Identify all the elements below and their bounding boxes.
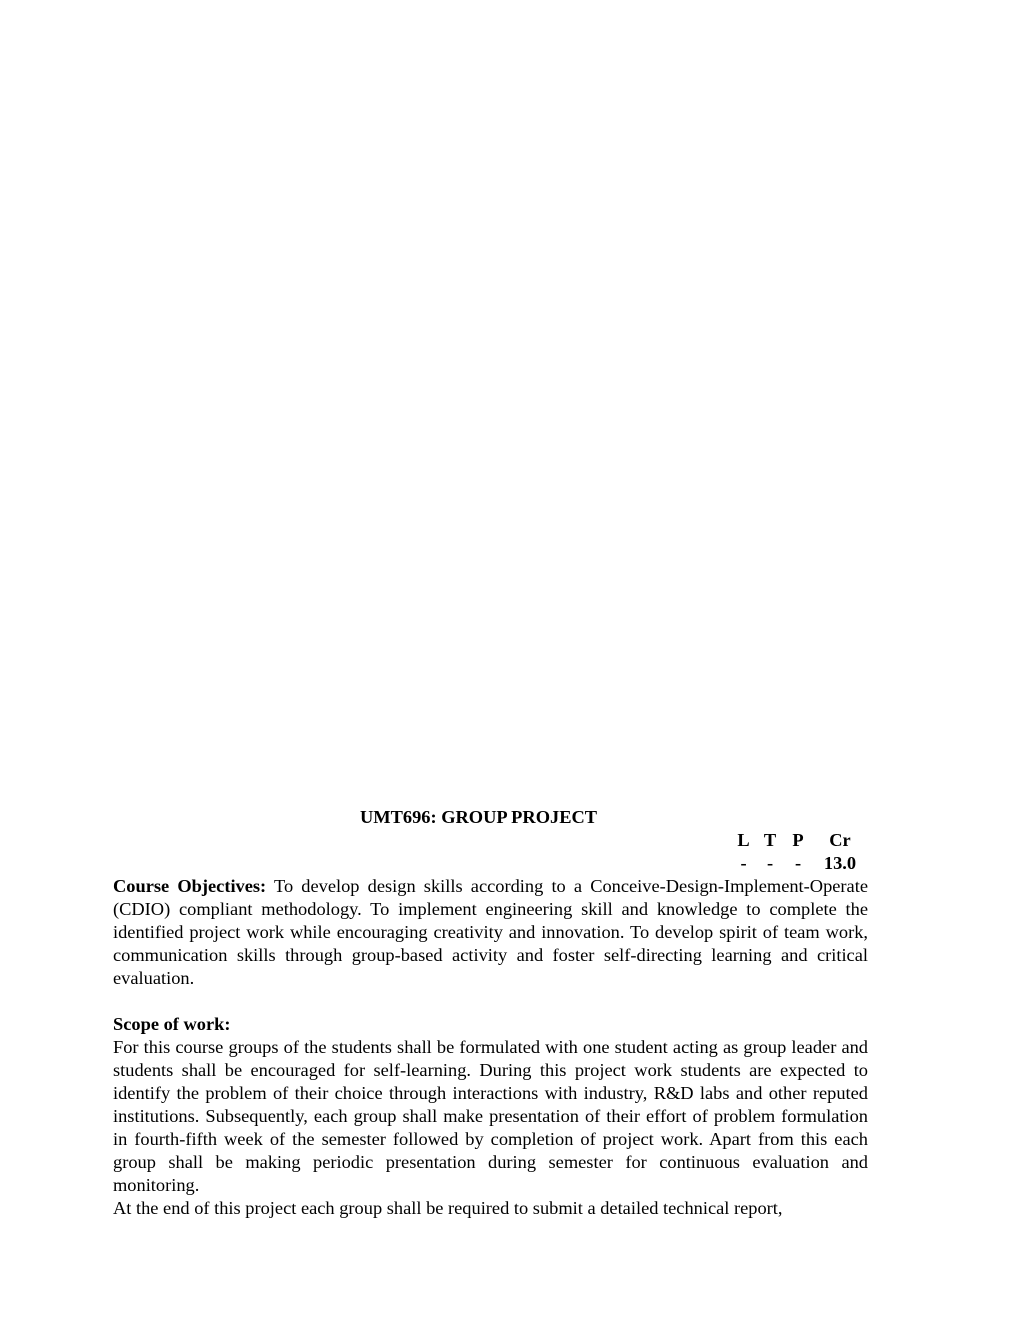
paragraph-spacer bbox=[113, 990, 868, 1013]
scope-heading: Scope of work: bbox=[113, 1014, 231, 1034]
ltp-value-l: - bbox=[740, 853, 747, 873]
scope-paragraph-2: At the end of this project each group shall be required to submit a detailed technical report, bbox=[113, 1198, 783, 1218]
ltp-header-t: T bbox=[763, 830, 777, 850]
course-objectives-paragraph bbox=[113, 875, 868, 990]
ltp-header-cr: Cr bbox=[829, 830, 851, 850]
scope-paragraph-1: For this course groups of the students shall be formulated with one student acting as group leader and students shall be encouraged for self-learning. During this project work students are expected to identify the problem of their choice through interactions with industry, R&D labs and other reputed institutions. Subsequently, each group shall make presentation of their effort of problem formulation in fourth-fifth week of the semester followed by completion of project work. Apart from this each group shall be making periodic presentation during semester for continuous evaluation and monitoring. bbox=[113, 1037, 868, 1195]
course-title: UMT696: GROUP PROJECT bbox=[359, 807, 598, 827]
course-objectives-text: To develop design skills according to a Conceive-Design-Implement-Operate (CDIO) compliant methodology. To implement engineering skill and knowledge to complete the identified project work while encouraging creativity and innovation. To develop spirit of team work, communication skills through group-based activity and foster self-directing learning and critical evaluation. bbox=[113, 876, 868, 988]
ltp-header-l: L bbox=[737, 830, 750, 850]
ltp-value-p: - bbox=[794, 853, 802, 873]
document-content bbox=[113, 806, 868, 1220]
ltp-value-row bbox=[731, 852, 868, 875]
course-objectives-label: Course Objectives: bbox=[113, 876, 267, 896]
ltp-credits-table bbox=[731, 829, 868, 875]
ltp-header-p: P bbox=[792, 830, 804, 850]
ltp-value-t: - bbox=[766, 853, 774, 873]
ltp-value-cr: 13.0 bbox=[823, 853, 857, 873]
ltp-header-row bbox=[731, 829, 868, 852]
